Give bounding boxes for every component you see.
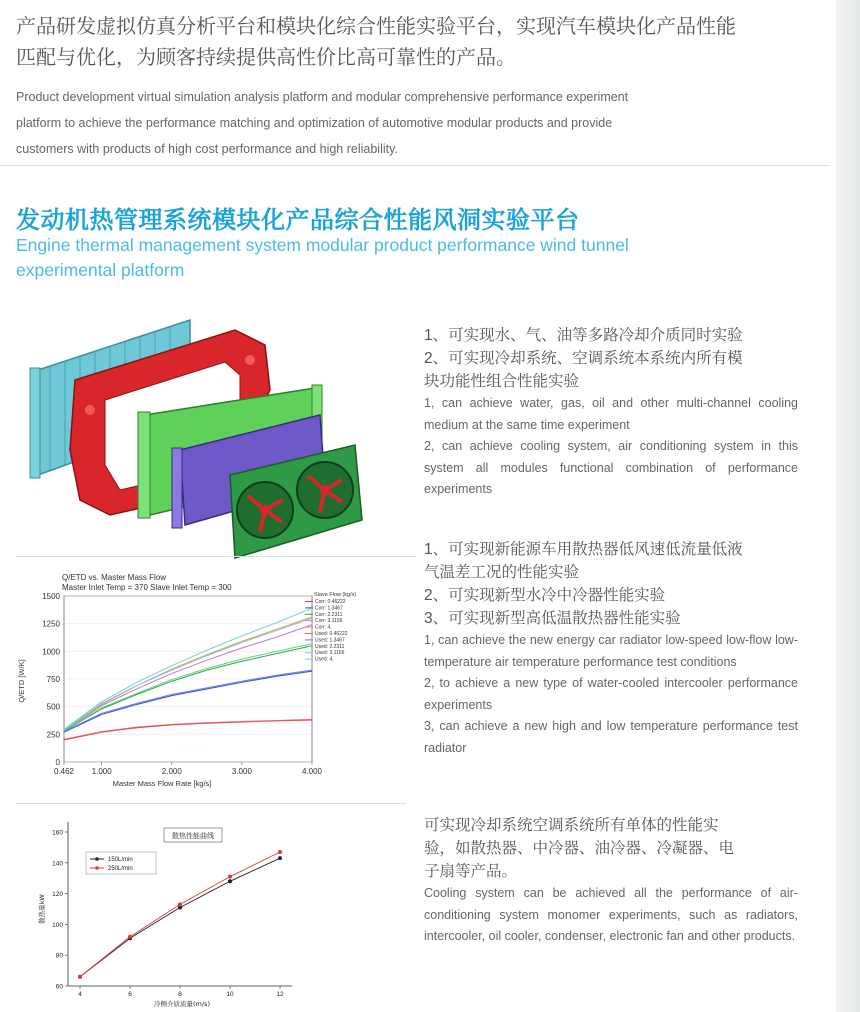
- feature-zh: 2、可实现新型水冷中冷器性能实验: [424, 587, 666, 604]
- feature-zh: 气温差工况的性能实验: [424, 564, 580, 581]
- legend-label: Corr: 4.: [315, 624, 332, 631]
- legend-label: Used: 3.1156: [315, 650, 345, 657]
- feature-zh: 块功能性组合性能实验: [424, 373, 580, 390]
- intro-en-line: platform to achieve the performance matching and optimization of automotive modular products and provide: [16, 116, 613, 130]
- feature-zh: 2、可实现冷却系统、空调系统本系统内所有模: [424, 350, 743, 367]
- x-tick-label: 12: [276, 991, 284, 998]
- data-point: [278, 850, 282, 854]
- intro-zh-line: 匹配与优化，为顾客持续提供高性价比高可靠性的产品。: [16, 47, 516, 69]
- y-axis-label: Q/ETD [W/K]: [17, 659, 26, 703]
- y-tick-label: 160: [52, 829, 63, 837]
- section-title-zh: 发动机热管理系统模块化产品综合性能风洞实验平台: [16, 207, 580, 234]
- legend-label: Used: 2.2311: [315, 643, 345, 650]
- y-tick-label: 80: [55, 952, 63, 960]
- feature-zh: 1、可实现水、气、油等多路冷却介质同时实验: [424, 327, 743, 344]
- series-line: [80, 858, 280, 977]
- feature-zh: 3、可实现新型高低温散热器性能实验: [424, 610, 681, 627]
- cooling-module-illustration: [20, 300, 420, 560]
- x-tick-label: 6: [128, 991, 132, 998]
- x-tick-label: 0.462: [53, 767, 75, 776]
- y-tick-label: 120: [52, 891, 63, 899]
- intro-en-line: Product development virtual simulation analysis platform and modular comprehensive performance experiment: [16, 90, 629, 104]
- divider: [16, 803, 406, 804]
- x-axis-label: Master Mass Flow Rate [kg/s]: [112, 779, 212, 788]
- x-tick-label: 3.000: [231, 767, 252, 776]
- x-tick-label: 4.000: [301, 767, 323, 776]
- legend-label: Used: 0.46222: [315, 631, 348, 637]
- heat-dissipation-chart: [32, 814, 302, 1010]
- y-tick-label: 1250: [42, 619, 60, 629]
- legend-marker: [95, 857, 99, 861]
- feature-en: 1, can achieve the new energy car radiator low-speed low-flow low-temperature air temperature performance test conditions: [424, 633, 798, 669]
- chart-title: 散热性能曲线: [172, 832, 214, 840]
- data-point: [78, 975, 82, 979]
- feature-en: 2, to achieve a new type of water-cooled intercooler performance experiments: [424, 676, 798, 712]
- feature-en: 2, can achieve cooling system, air conditioning system in this system all modules functional combination of performance experiments: [424, 439, 798, 496]
- legend-label: Corr: 3.1156: [315, 618, 343, 625]
- y-tick-label: 250: [46, 730, 60, 740]
- legend-label: 150L/min: [108, 857, 133, 863]
- legend-label: 250L/min: [108, 866, 133, 872]
- x-tick-label: 8: [178, 991, 182, 998]
- feature-zh: 1、可实现新能源车用散热器低风速低流量低液: [424, 541, 743, 558]
- y-tick-label: 750: [46, 675, 60, 684]
- feature-zh: 验，如散热器、中冷器、油冷器、冷凝器、电: [424, 840, 735, 857]
- feature-en: 3, can achieve a new high and low temperature performance test radiator: [424, 719, 798, 755]
- y-axis-label: 散热量kW: [38, 894, 46, 924]
- feature-block-1: [424, 324, 798, 501]
- legend-marker: [95, 866, 99, 870]
- intro-chinese: [16, 12, 816, 74]
- chart-title: Q/ETD vs. Master Mass Flow: [62, 573, 167, 582]
- feature-block-2: [424, 538, 798, 759]
- intro-en-line: customers with products of high cost performance and high reliability.: [16, 142, 398, 156]
- intro-english: [16, 84, 806, 162]
- divider: [0, 165, 830, 166]
- feature-zh: 子扇等产品。: [424, 863, 518, 880]
- y-tick-label: 140: [52, 860, 63, 868]
- data-point: [228, 875, 232, 879]
- legend-label: Corr: 0.46222: [315, 599, 346, 605]
- divider: [16, 556, 416, 557]
- y-tick-label: 60: [55, 983, 63, 991]
- y-tick-label: 500: [46, 702, 60, 712]
- data-point: [228, 879, 232, 883]
- data-point: [278, 856, 282, 860]
- page-edge-strip: [836, 0, 860, 1012]
- x-tick-label: 2.000: [161, 767, 182, 776]
- qetd-line-chart: [12, 566, 357, 792]
- legend-title: Slave Flow (kg/s): [314, 592, 357, 598]
- feature-block-3: [424, 814, 798, 948]
- intro-zh-line: 产品研发虚拟仿真分析平台和模块化综合性能实验平台，实现汽车模块化产品性能: [16, 16, 736, 38]
- feature-en: 1, can achieve water, gas, oil and other multi-channel cooling medium at the same time experiment: [424, 396, 798, 432]
- legend-label: Used: 1.3467: [315, 637, 345, 644]
- legend-label: Used: 4.: [315, 656, 334, 663]
- legend-label: Corr: 1.3467: [315, 605, 343, 612]
- y-tick-label: 100: [52, 921, 63, 929]
- x-axis-label: 冷侧介质流量(m/s): [154, 1000, 210, 1008]
- feature-en: Cooling system can be achieved all the performance of air-conditioning system monomer experiments, such as radiators, intercooler, oil cooler, condenser, electronic fan and other products.: [424, 886, 798, 943]
- feature-zh: 可实现冷却系统空调系统所有单体的性能实: [424, 817, 719, 834]
- section-title-en-line: Engine thermal management system modular product performance wind tunnel: [16, 235, 629, 255]
- y-tick-label: 1000: [42, 647, 60, 657]
- y-tick-label: 0: [55, 758, 60, 767]
- data-point: [178, 902, 182, 906]
- section-title-en-line: experimental platform: [16, 260, 185, 280]
- legend-label: Corr: 2.2311: [315, 611, 343, 618]
- y-tick-label: 1500: [42, 592, 60, 601]
- x-tick-label: 10: [226, 991, 234, 998]
- data-point: [128, 935, 132, 939]
- x-tick-label: 4: [78, 991, 82, 998]
- x-tick-label: 1.000: [91, 767, 112, 776]
- section-title-en: [16, 233, 736, 283]
- chart-subtitle: Master Inlet Temp = 370 Slave Inlet Temp = 300: [62, 583, 232, 592]
